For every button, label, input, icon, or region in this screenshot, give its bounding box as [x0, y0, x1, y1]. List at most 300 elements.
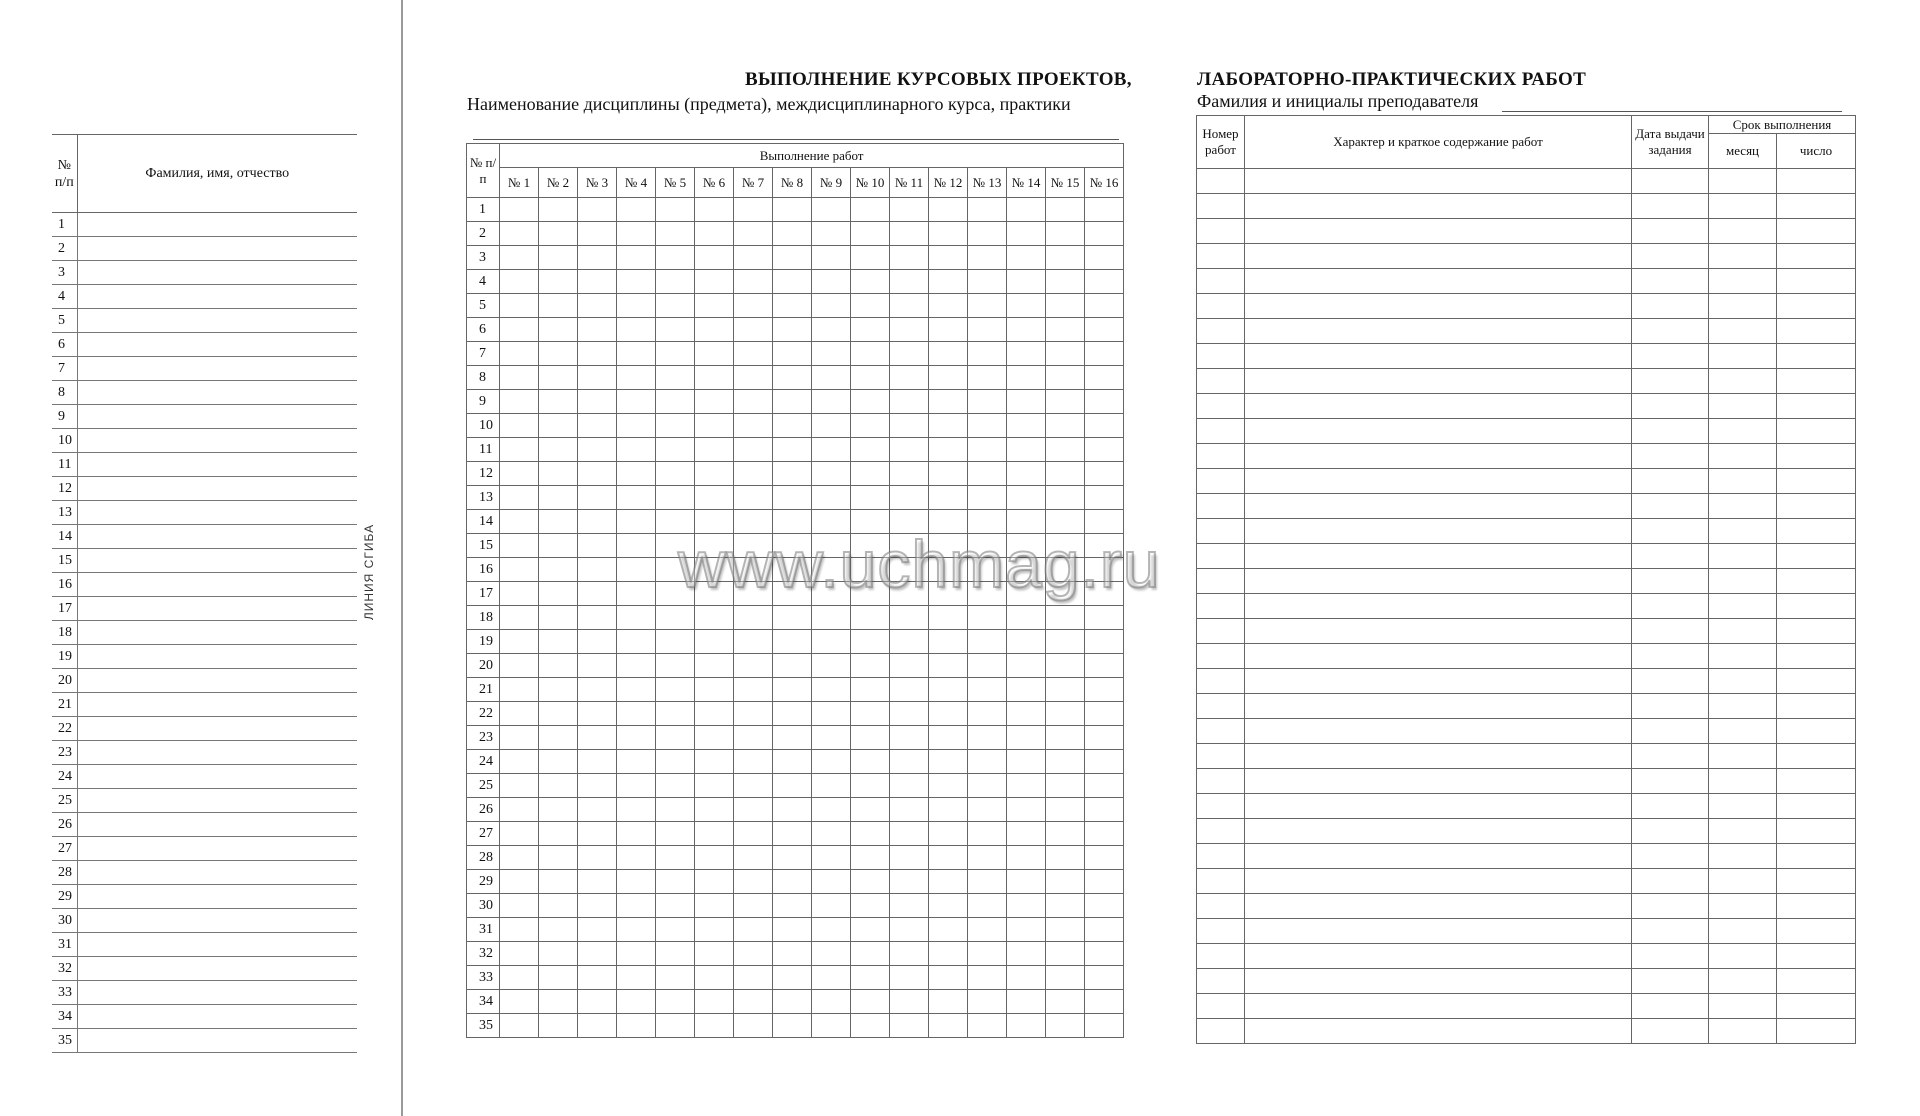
grid-cell[interactable]: [617, 654, 656, 678]
grid-cell[interactable]: [617, 582, 656, 606]
grid-cell[interactable]: [1085, 390, 1124, 414]
grid-cell[interactable]: [578, 966, 617, 990]
works-cell[interactable]: [1197, 569, 1245, 594]
grid-cell[interactable]: [812, 774, 851, 798]
works-cell[interactable]: [1709, 169, 1777, 194]
works-cell[interactable]: [1245, 519, 1632, 544]
works-cell[interactable]: [1245, 769, 1632, 794]
grid-cell[interactable]: [851, 678, 890, 702]
names-row-name-cell[interactable]: [77, 429, 357, 453]
grid-cell[interactable]: [1007, 222, 1046, 246]
grid-cell[interactable]: [734, 966, 773, 990]
works-cell[interactable]: [1197, 919, 1245, 944]
works-cell[interactable]: [1777, 969, 1856, 994]
names-row-name-cell[interactable]: [77, 789, 357, 813]
grid-cell[interactable]: [617, 510, 656, 534]
works-cell[interactable]: [1632, 469, 1709, 494]
works-cell[interactable]: [1197, 419, 1245, 444]
grid-cell[interactable]: [968, 990, 1007, 1014]
grid-cell[interactable]: [1085, 246, 1124, 270]
grid-cell[interactable]: [1085, 822, 1124, 846]
grid-cell[interactable]: [539, 534, 578, 558]
grid-cell[interactable]: [929, 966, 968, 990]
works-cell[interactable]: [1197, 669, 1245, 694]
grid-cell[interactable]: [1007, 894, 1046, 918]
grid-cell[interactable]: [617, 558, 656, 582]
grid-cell[interactable]: [1046, 390, 1085, 414]
grid-cell[interactable]: [812, 702, 851, 726]
grid-cell[interactable]: [578, 774, 617, 798]
works-cell[interactable]: [1709, 769, 1777, 794]
grid-cell[interactable]: [929, 270, 968, 294]
grid-cell[interactable]: [539, 630, 578, 654]
works-cell[interactable]: [1709, 644, 1777, 669]
works-cell[interactable]: [1245, 969, 1632, 994]
works-cell[interactable]: [1197, 619, 1245, 644]
grid-cell[interactable]: [500, 462, 539, 486]
grid-cell[interactable]: [1085, 918, 1124, 942]
works-cell[interactable]: [1632, 269, 1709, 294]
works-cell[interactable]: [1245, 269, 1632, 294]
grid-cell[interactable]: [773, 294, 812, 318]
names-row-name-cell[interactable]: [77, 597, 357, 621]
grid-cell[interactable]: [890, 270, 929, 294]
grid-cell[interactable]: [578, 462, 617, 486]
grid-cell[interactable]: [500, 870, 539, 894]
works-cell[interactable]: [1197, 794, 1245, 819]
works-cell[interactable]: [1197, 869, 1245, 894]
works-cell[interactable]: [1245, 819, 1632, 844]
works-cell[interactable]: [1709, 694, 1777, 719]
grid-cell[interactable]: [929, 750, 968, 774]
grid-cell[interactable]: [1046, 894, 1085, 918]
grid-cell[interactable]: [1007, 918, 1046, 942]
grid-cell[interactable]: [773, 462, 812, 486]
grid-cell[interactable]: [695, 774, 734, 798]
works-cell[interactable]: [1197, 719, 1245, 744]
grid-cell[interactable]: [812, 942, 851, 966]
grid-cell[interactable]: [539, 774, 578, 798]
grid-cell[interactable]: [695, 294, 734, 318]
names-row-name-cell[interactable]: [77, 549, 357, 573]
names-row-name-cell[interactable]: [77, 261, 357, 285]
works-cell[interactable]: [1245, 444, 1632, 469]
works-cell[interactable]: [1245, 744, 1632, 769]
works-cell[interactable]: [1777, 419, 1856, 444]
names-row-name-cell[interactable]: [77, 405, 357, 429]
grid-cell[interactable]: [1007, 870, 1046, 894]
grid-cell[interactable]: [1085, 438, 1124, 462]
grid-cell[interactable]: [1085, 414, 1124, 438]
grid-cell[interactable]: [695, 1014, 734, 1038]
works-cell[interactable]: [1632, 969, 1709, 994]
grid-cell[interactable]: [578, 750, 617, 774]
grid-cell[interactable]: [734, 630, 773, 654]
works-cell[interactable]: [1777, 619, 1856, 644]
grid-cell[interactable]: [734, 822, 773, 846]
grid-cell[interactable]: [656, 630, 695, 654]
grid-cell[interactable]: [968, 750, 1007, 774]
grid-cell[interactable]: [929, 630, 968, 654]
grid-cell[interactable]: [929, 198, 968, 222]
grid-cell[interactable]: [1007, 294, 1046, 318]
works-cell[interactable]: [1709, 544, 1777, 569]
grid-cell[interactable]: [734, 750, 773, 774]
grid-cell[interactable]: [1085, 942, 1124, 966]
grid-cell[interactable]: [851, 942, 890, 966]
grid-cell[interactable]: [617, 270, 656, 294]
grid-cell[interactable]: [773, 846, 812, 870]
grid-cell[interactable]: [656, 870, 695, 894]
grid-cell[interactable]: [1046, 606, 1085, 630]
grid-cell[interactable]: [734, 870, 773, 894]
grid-cell[interactable]: [500, 438, 539, 462]
works-cell[interactable]: [1632, 244, 1709, 269]
grid-cell[interactable]: [851, 342, 890, 366]
grid-cell[interactable]: [851, 1014, 890, 1038]
grid-cell[interactable]: [617, 486, 656, 510]
grid-cell[interactable]: [1046, 966, 1085, 990]
works-cell[interactable]: [1632, 719, 1709, 744]
grid-cell[interactable]: [578, 870, 617, 894]
works-cell[interactable]: [1777, 719, 1856, 744]
grid-cell[interactable]: [812, 366, 851, 390]
grid-cell[interactable]: [851, 414, 890, 438]
names-row-name-cell[interactable]: [77, 237, 357, 261]
names-row-name-cell[interactable]: [77, 1005, 357, 1029]
grid-cell[interactable]: [617, 990, 656, 1014]
grid-cell[interactable]: [734, 774, 773, 798]
works-cell[interactable]: [1777, 869, 1856, 894]
grid-cell[interactable]: [773, 726, 812, 750]
works-cell[interactable]: [1632, 644, 1709, 669]
grid-cell[interactable]: [578, 1014, 617, 1038]
works-cell[interactable]: [1197, 344, 1245, 369]
grid-cell[interactable]: [500, 630, 539, 654]
grid-cell[interactable]: [890, 678, 929, 702]
grid-cell[interactable]: [539, 342, 578, 366]
works-cell[interactable]: [1777, 569, 1856, 594]
works-cell[interactable]: [1245, 294, 1632, 319]
works-cell[interactable]: [1197, 369, 1245, 394]
grid-cell[interactable]: [500, 798, 539, 822]
grid-cell[interactable]: [734, 702, 773, 726]
grid-cell[interactable]: [968, 870, 1007, 894]
grid-cell[interactable]: [695, 318, 734, 342]
grid-cell[interactable]: [1046, 366, 1085, 390]
works-cell[interactable]: [1197, 744, 1245, 769]
names-row-name-cell[interactable]: [77, 477, 357, 501]
grid-cell[interactable]: [812, 390, 851, 414]
works-cell[interactable]: [1632, 444, 1709, 469]
works-cell[interactable]: [1245, 619, 1632, 644]
grid-cell[interactable]: [968, 678, 1007, 702]
grid-cell[interactable]: [890, 222, 929, 246]
grid-cell[interactable]: [695, 990, 734, 1014]
works-cell[interactable]: [1632, 519, 1709, 544]
grid-cell[interactable]: [539, 414, 578, 438]
grid-cell[interactable]: [1007, 846, 1046, 870]
works-cell[interactable]: [1709, 969, 1777, 994]
grid-cell[interactable]: [734, 654, 773, 678]
grid-cell[interactable]: [890, 726, 929, 750]
grid-cell[interactable]: [1007, 390, 1046, 414]
works-cell[interactable]: [1709, 869, 1777, 894]
grid-cell[interactable]: [773, 750, 812, 774]
works-cell[interactable]: [1777, 1019, 1856, 1044]
grid-cell[interactable]: [578, 366, 617, 390]
grid-cell[interactable]: [695, 342, 734, 366]
works-cell[interactable]: [1245, 844, 1632, 869]
grid-cell[interactable]: [578, 894, 617, 918]
grid-cell[interactable]: [734, 342, 773, 366]
works-cell[interactable]: [1777, 169, 1856, 194]
names-row-name-cell[interactable]: [77, 381, 357, 405]
grid-cell[interactable]: [1046, 990, 1085, 1014]
grid-cell[interactable]: [578, 630, 617, 654]
works-cell[interactable]: [1197, 219, 1245, 244]
grid-cell[interactable]: [968, 654, 1007, 678]
grid-cell[interactable]: [734, 246, 773, 270]
grid-cell[interactable]: [734, 846, 773, 870]
works-cell[interactable]: [1197, 494, 1245, 519]
grid-cell[interactable]: [812, 294, 851, 318]
works-cell[interactable]: [1245, 244, 1632, 269]
grid-cell[interactable]: [656, 270, 695, 294]
grid-cell[interactable]: [617, 222, 656, 246]
works-cell[interactable]: [1632, 819, 1709, 844]
works-cell[interactable]: [1709, 344, 1777, 369]
grid-cell[interactable]: [929, 606, 968, 630]
grid-cell[interactable]: [929, 438, 968, 462]
grid-cell[interactable]: [1085, 366, 1124, 390]
grid-cell[interactable]: [539, 582, 578, 606]
grid-cell[interactable]: [812, 846, 851, 870]
grid-cell[interactable]: [578, 486, 617, 510]
names-row-name-cell[interactable]: [77, 957, 357, 981]
grid-cell[interactable]: [812, 726, 851, 750]
names-row-name-cell[interactable]: [77, 693, 357, 717]
grid-cell[interactable]: [539, 462, 578, 486]
grid-cell[interactable]: [695, 798, 734, 822]
grid-cell[interactable]: [734, 918, 773, 942]
grid-cell[interactable]: [500, 510, 539, 534]
grid-cell[interactable]: [890, 966, 929, 990]
grid-cell[interactable]: [851, 846, 890, 870]
grid-cell[interactable]: [539, 798, 578, 822]
works-cell[interactable]: [1632, 769, 1709, 794]
works-cell[interactable]: [1709, 319, 1777, 344]
grid-cell[interactable]: [656, 678, 695, 702]
grid-cell[interactable]: [578, 918, 617, 942]
works-cell[interactable]: [1197, 1019, 1245, 1044]
grid-cell[interactable]: [812, 606, 851, 630]
grid-cell[interactable]: [539, 558, 578, 582]
grid-cell[interactable]: [812, 630, 851, 654]
grid-cell[interactable]: [656, 750, 695, 774]
grid-cell[interactable]: [890, 1014, 929, 1038]
grid-cell[interactable]: [1085, 270, 1124, 294]
works-cell[interactable]: [1197, 994, 1245, 1019]
works-cell[interactable]: [1245, 469, 1632, 494]
works-cell[interactable]: [1245, 169, 1632, 194]
grid-cell[interactable]: [578, 318, 617, 342]
works-cell[interactable]: [1632, 344, 1709, 369]
grid-cell[interactable]: [500, 654, 539, 678]
grid-cell[interactable]: [1085, 846, 1124, 870]
grid-cell[interactable]: [656, 894, 695, 918]
grid-cell[interactable]: [890, 414, 929, 438]
works-cell[interactable]: [1777, 944, 1856, 969]
grid-cell[interactable]: [656, 726, 695, 750]
grid-cell[interactable]: [773, 438, 812, 462]
works-cell[interactable]: [1197, 394, 1245, 419]
works-cell[interactable]: [1632, 419, 1709, 444]
grid-cell[interactable]: [539, 918, 578, 942]
names-row-name-cell[interactable]: [77, 1029, 357, 1053]
grid-cell[interactable]: [773, 486, 812, 510]
grid-cell[interactable]: [617, 342, 656, 366]
grid-cell[interactable]: [890, 342, 929, 366]
grid-cell[interactable]: [851, 486, 890, 510]
works-cell[interactable]: [1632, 844, 1709, 869]
grid-cell[interactable]: [695, 486, 734, 510]
grid-cell[interactable]: [1007, 270, 1046, 294]
works-cell[interactable]: [1632, 669, 1709, 694]
grid-cell[interactable]: [695, 894, 734, 918]
works-cell[interactable]: [1245, 369, 1632, 394]
grid-cell[interactable]: [773, 702, 812, 726]
grid-cell[interactable]: [734, 894, 773, 918]
grid-cell[interactable]: [578, 510, 617, 534]
grid-cell[interactable]: [851, 774, 890, 798]
names-row-name-cell[interactable]: [77, 861, 357, 885]
grid-cell[interactable]: [539, 942, 578, 966]
grid-cell[interactable]: [1085, 894, 1124, 918]
works-cell[interactable]: [1632, 294, 1709, 319]
grid-cell[interactable]: [1046, 462, 1085, 486]
grid-cell[interactable]: [929, 318, 968, 342]
works-cell[interactable]: [1709, 469, 1777, 494]
grid-cell[interactable]: [1046, 414, 1085, 438]
grid-cell[interactable]: [539, 702, 578, 726]
grid-cell[interactable]: [1007, 990, 1046, 1014]
works-cell[interactable]: [1632, 319, 1709, 344]
grid-cell[interactable]: [968, 894, 1007, 918]
grid-cell[interactable]: [539, 606, 578, 630]
grid-cell[interactable]: [734, 414, 773, 438]
grid-cell[interactable]: [773, 774, 812, 798]
works-cell[interactable]: [1709, 194, 1777, 219]
grid-cell[interactable]: [968, 198, 1007, 222]
grid-cell[interactable]: [734, 486, 773, 510]
works-cell[interactable]: [1245, 494, 1632, 519]
grid-cell[interactable]: [968, 942, 1007, 966]
works-cell[interactable]: [1197, 894, 1245, 919]
grid-cell[interactable]: [929, 798, 968, 822]
grid-cell[interactable]: [1007, 654, 1046, 678]
grid-cell[interactable]: [617, 534, 656, 558]
grid-cell[interactable]: [1007, 678, 1046, 702]
grid-cell[interactable]: [695, 822, 734, 846]
works-cell[interactable]: [1197, 969, 1245, 994]
grid-cell[interactable]: [656, 438, 695, 462]
grid-cell[interactable]: [1046, 222, 1085, 246]
grid-cell[interactable]: [1007, 822, 1046, 846]
works-cell[interactable]: [1709, 994, 1777, 1019]
grid-cell[interactable]: [968, 1014, 1007, 1038]
grid-cell[interactable]: [500, 894, 539, 918]
grid-cell[interactable]: [1085, 630, 1124, 654]
grid-cell[interactable]: [578, 222, 617, 246]
names-row-name-cell[interactable]: [77, 621, 357, 645]
grid-cell[interactable]: [695, 222, 734, 246]
grid-cell[interactable]: [539, 846, 578, 870]
grid-cell[interactable]: [773, 318, 812, 342]
grid-cell[interactable]: [773, 630, 812, 654]
grid-cell[interactable]: [500, 366, 539, 390]
works-cell[interactable]: [1197, 444, 1245, 469]
names-row-name-cell[interactable]: [77, 573, 357, 597]
works-cell[interactable]: [1709, 219, 1777, 244]
grid-cell[interactable]: [500, 318, 539, 342]
grid-cell[interactable]: [929, 366, 968, 390]
works-cell[interactable]: [1632, 194, 1709, 219]
works-cell[interactable]: [1245, 319, 1632, 344]
grid-cell[interactable]: [734, 318, 773, 342]
works-cell[interactable]: [1709, 394, 1777, 419]
grid-cell[interactable]: [500, 966, 539, 990]
works-cell[interactable]: [1777, 244, 1856, 269]
works-cell[interactable]: [1709, 669, 1777, 694]
grid-cell[interactable]: [734, 678, 773, 702]
works-cell[interactable]: [1245, 894, 1632, 919]
grid-cell[interactable]: [812, 822, 851, 846]
grid-cell[interactable]: [812, 966, 851, 990]
grid-cell[interactable]: [1007, 342, 1046, 366]
works-cell[interactable]: [1632, 544, 1709, 569]
grid-cell[interactable]: [578, 798, 617, 822]
grid-cell[interactable]: [929, 654, 968, 678]
grid-cell[interactable]: [656, 390, 695, 414]
grid-cell[interactable]: [851, 990, 890, 1014]
grid-cell[interactable]: [1007, 606, 1046, 630]
works-cell[interactable]: [1777, 769, 1856, 794]
grid-cell[interactable]: [1085, 1014, 1124, 1038]
grid-cell[interactable]: [968, 702, 1007, 726]
grid-cell[interactable]: [539, 1014, 578, 1038]
grid-cell[interactable]: [617, 894, 656, 918]
grid-cell[interactable]: [1085, 342, 1124, 366]
grid-cell[interactable]: [890, 654, 929, 678]
grid-cell[interactable]: [578, 990, 617, 1014]
works-cell[interactable]: [1709, 269, 1777, 294]
grid-cell[interactable]: [929, 486, 968, 510]
grid-cell[interactable]: [929, 822, 968, 846]
grid-cell[interactable]: [656, 246, 695, 270]
grid-cell[interactable]: [500, 558, 539, 582]
grid-cell[interactable]: [578, 246, 617, 270]
grid-cell[interactable]: [929, 774, 968, 798]
works-cell[interactable]: [1632, 869, 1709, 894]
grid-cell[interactable]: [500, 606, 539, 630]
grid-cell[interactable]: [617, 918, 656, 942]
grid-cell[interactable]: [500, 534, 539, 558]
grid-cell[interactable]: [656, 366, 695, 390]
grid-cell[interactable]: [890, 462, 929, 486]
grid-cell[interactable]: [539, 822, 578, 846]
names-row-name-cell[interactable]: [77, 933, 357, 957]
